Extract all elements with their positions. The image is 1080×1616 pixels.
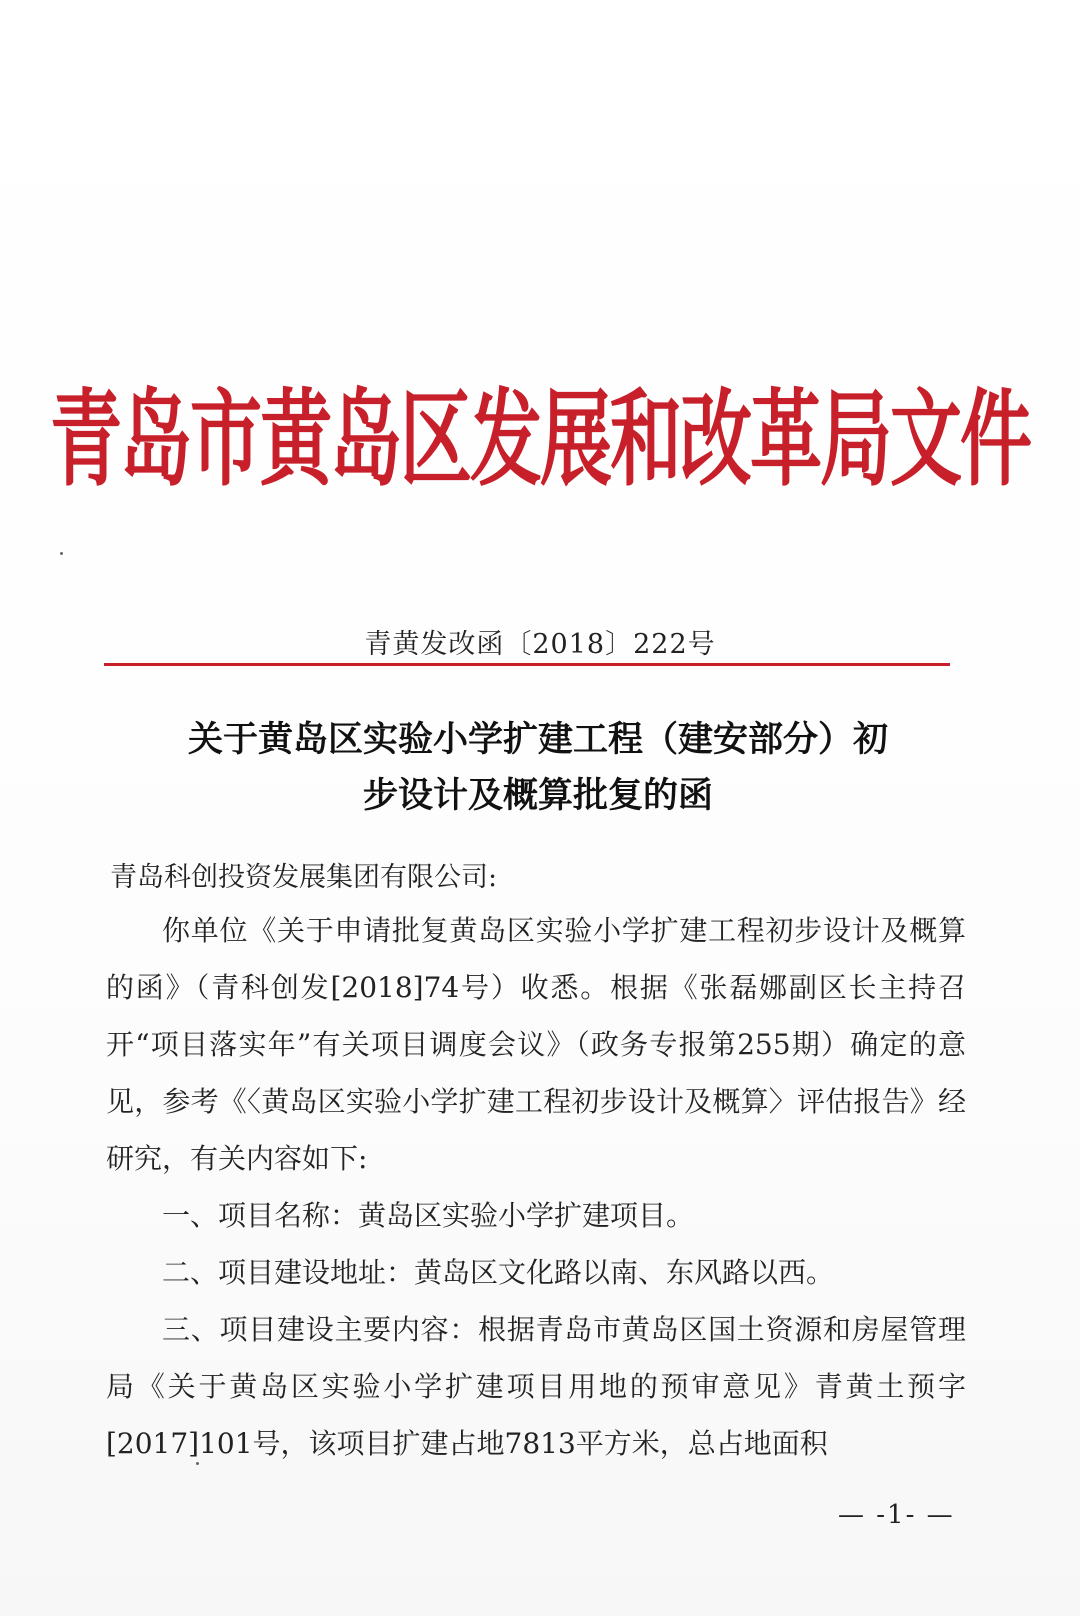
document-body	[106, 902, 966, 1472]
body-item-project-name: 一、项目名称：黄岛区实验小学扩建项目。	[162, 1199, 695, 1232]
org-header-title: 青岛市黄岛区发展和改革局文件	[49, 378, 1030, 500]
scan-speck	[196, 1462, 199, 1465]
body-item-construction-content: 三、项目建设主要内容：根据青岛市黄岛区国土资源和房屋管理局《关于黄岛区实验小学扩建项目用地的预审意见》青黄土预字[2017]101号，该项目扩建占地7813平方米，总占地面积	[106, 1313, 966, 1460]
document-number: 青黄发改函〔2018〕222号	[364, 629, 716, 660]
scan-speck	[60, 552, 63, 555]
body-item-project-address: 二、项目建设地址：黄岛区文化路以南、东风路以西。	[162, 1256, 835, 1289]
document-title-line-1: 关于黄岛区实验小学扩建工程（建安部分）初	[187, 720, 888, 760]
page-number: — -1- —	[838, 1500, 955, 1530]
red-divider-line	[104, 663, 950, 666]
recipient-line: 青岛科创投资发展集团有限公司:	[110, 862, 498, 893]
body-paragraph-intro: 你单位《关于申请批复黄岛区实验小学扩建工程初步设计及概算的函》（青科创发[2018]74号）收悉。根据《张磊娜副区长主持召开“项目落实年”有关项目调度会议》（政务专报第255期）确定的意见，参考《〈黄岛区实验小学扩建工程初步设计及概算〉评估报告》经研究，有关内容如下:	[106, 914, 966, 1175]
document-title	[108, 712, 968, 824]
document-title-line-2: 步设计及概算批复的函	[362, 776, 713, 816]
